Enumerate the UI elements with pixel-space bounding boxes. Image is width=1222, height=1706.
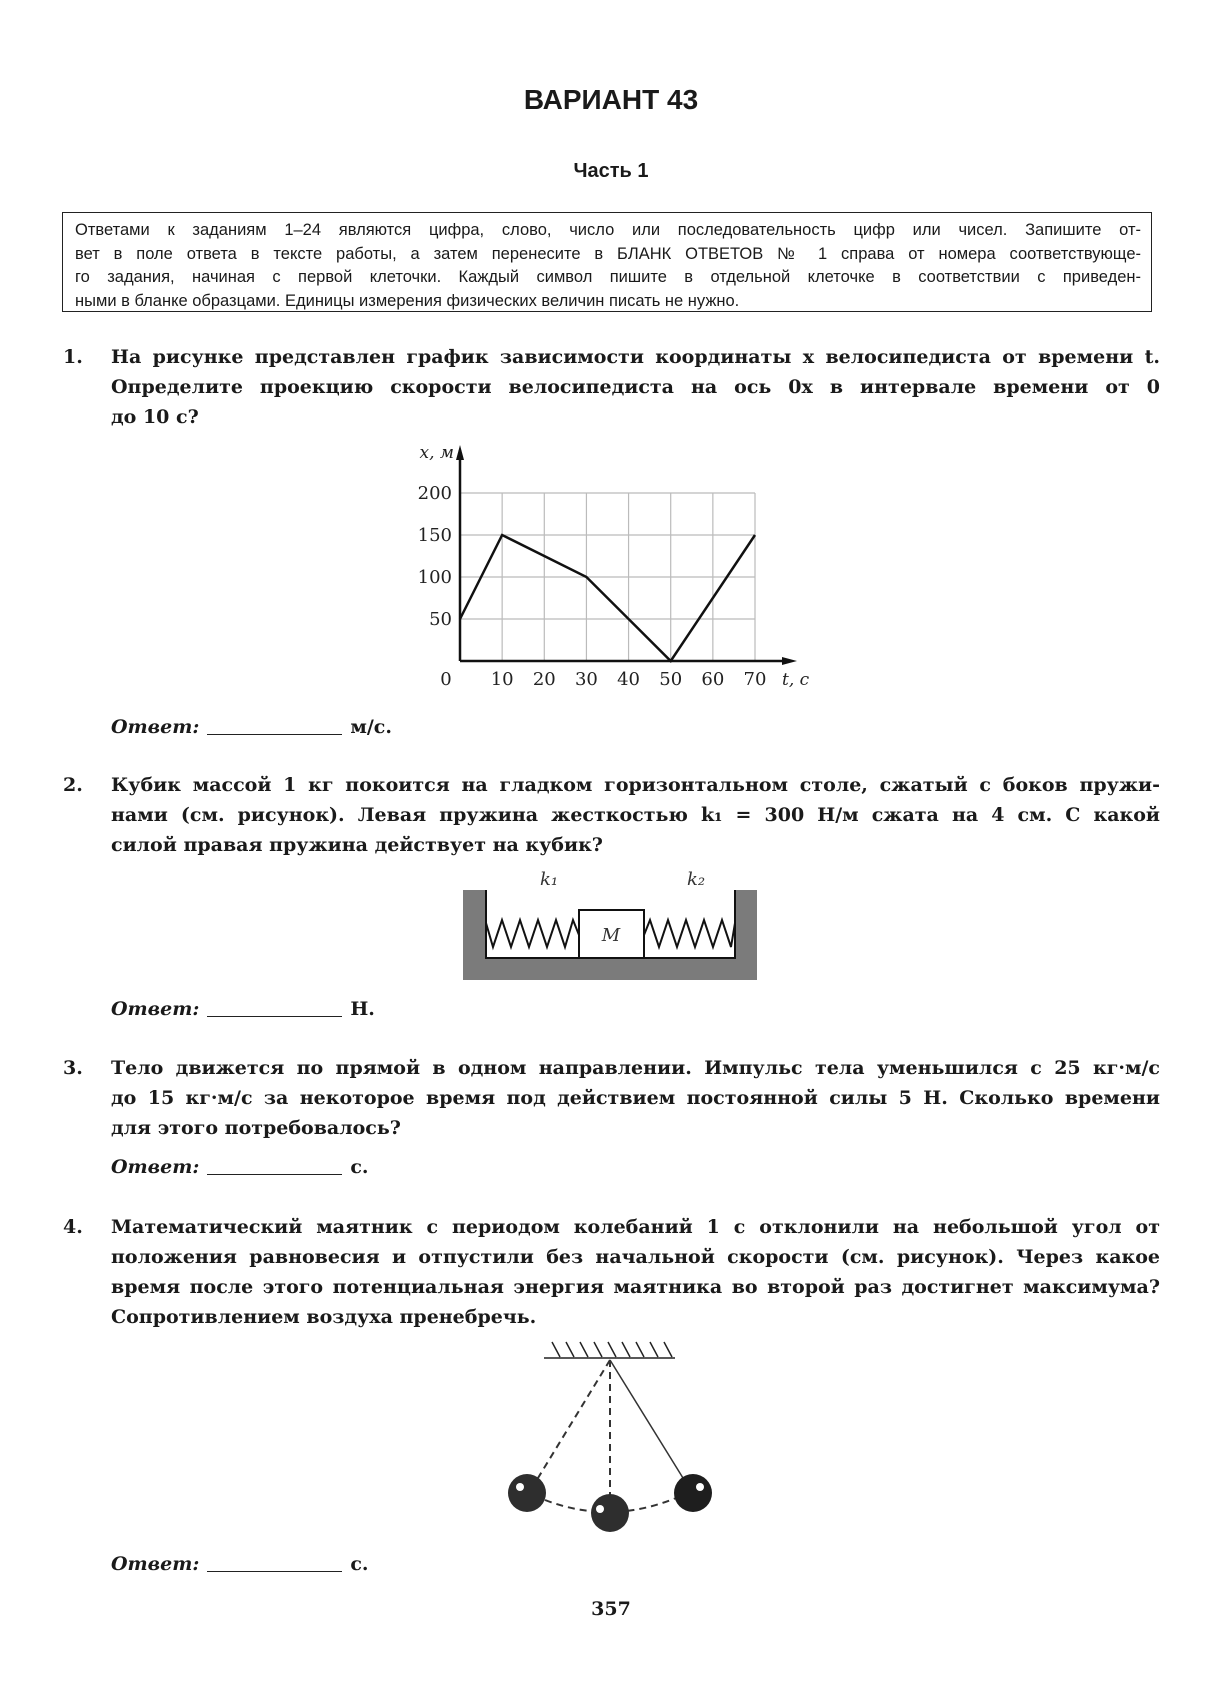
answer-1 [111,716,392,738]
ball-middle [591,1494,629,1532]
instructions-box [62,212,1152,312]
x-axis-arrow [782,657,797,665]
answer-label: Ответ: [111,716,200,738]
chart-axes [456,445,797,665]
k2-label: k₂ [687,869,706,890]
question-number: 2. [63,774,83,796]
pendulum-figure [490,1330,740,1550]
question-2 [63,770,1160,860]
question-line: для этого потребовалось? [111,1117,401,1139]
right-thread [610,1360,683,1478]
origin-label: 0 [440,669,452,690]
answer-field[interactable] [207,998,342,1017]
answer-2 [111,998,375,1020]
answer-field[interactable] [207,1553,342,1572]
answer-4 [111,1553,369,1575]
x-tick-label: 50 [659,669,683,690]
x-tick-label: 30 [574,669,598,690]
question-line: Определите проекцию скорости велосипедиста на ось 0x в интервале времени от 0 [111,376,1160,398]
ball-left [508,1474,546,1512]
x-tick-label: 10 [490,669,514,690]
y-axis-arrow [456,445,464,460]
left-spring [486,920,579,947]
question-line: до 15 кг·м/с за некоторое время под действием постоянной силы 5 Н. Сколько времени [111,1087,1160,1109]
question-line: Тело движется по прямой в одном направлении. Импульс тела уменьшился с 25 кг·м/с [111,1057,1160,1079]
question-line: время после этого потенциальная энергия маятника во второй раз достигнет максимума? [111,1276,1160,1298]
question-line: Сопротивлением воздуха пренебречь. [111,1306,537,1328]
x-tick-label: 70 [743,669,767,690]
part-heading: Часть 1 [573,160,649,182]
ball-right [674,1474,712,1512]
question-number: 1. [63,346,83,368]
y-tick-label: 150 [417,525,452,546]
answer-field[interactable] [207,716,342,735]
question-number: 4. [63,1216,83,1238]
ceiling-hatch [544,1342,675,1358]
question-line: силой правая пружина действует на кубик? [111,834,603,856]
page-title: ВАРИАНТ 43 [523,84,699,115]
springs-figure [455,865,775,990]
x-tick-label: 60 [701,669,725,690]
answer-3 [111,1156,369,1178]
question-line: Математический маятник с периодом колебаний 1 с отклонили на небольшой угол от [111,1216,1160,1238]
question-line: На рисунке представлен график зависимости координаты x велосипедиста от времени t. [111,346,1160,368]
right-spring [644,920,735,947]
chart-grid [460,493,755,661]
y-tick-label: 50 [429,609,452,630]
question-number: 3. [63,1057,83,1079]
answer-field[interactable] [207,1156,342,1175]
instructions-line: вет в поле ответа в тексте работы, а затем перенесите в БЛАНК ОТВЕТОВ № 1 справа от номера соответствующе- [75,244,1141,263]
left-thread-dashed [538,1360,610,1478]
question-3 [63,1053,1160,1143]
answer-unit: с. [350,1553,369,1575]
answer-unit: м/с. [350,716,392,738]
instructions-line: ными в бланке образцами. Единицы измерения физических величин писать не нужно. [75,291,740,310]
position-time-chart [390,440,830,700]
y-axis-label: x, м [419,443,454,463]
answer-label: Ответ: [111,998,200,1020]
answer-unit: с. [350,1156,369,1178]
x-tick-label: 40 [617,669,641,690]
instructions-line: Ответами к заданиям 1–24 являются цифра, слово, число или последовательность цифр или чисел. Запишите от- [75,221,1141,239]
question-line: до 10 с? [111,406,199,428]
question-1 [63,342,1160,432]
question-line: нами (см. рисунок). Левая пружина жесткостью k₁ = 300 Н/м сжата на 4 см. С какой [111,804,1160,826]
instructions-line: го задания, начиная с первой клеточки. Каждый символ пишите в отдельной клеточке в соответствии с приведен- [75,268,1141,286]
answer-label: Ответ: [111,1553,200,1575]
y-tick-label: 200 [417,483,452,504]
k1-label: k₁ [540,869,559,890]
page-number: 357 [591,1598,631,1620]
cube-label: M [601,925,621,946]
answer-unit: Н. [350,998,375,1020]
x-tick-label: 20 [532,669,556,690]
x-axis-label: t, с [782,670,810,690]
question-line: положения равновесия и отпустили без начальной скорости (см. рисунок). Через какое [111,1246,1160,1268]
question-4 [63,1212,1160,1332]
answer-label: Ответ: [111,1156,200,1178]
y-tick-label: 100 [417,567,452,588]
series-line-x-t [460,535,755,661]
question-line: Кубик массой 1 кг покоится на гладком горизонтальном столе, сжатый с боков пружи- [111,774,1160,796]
